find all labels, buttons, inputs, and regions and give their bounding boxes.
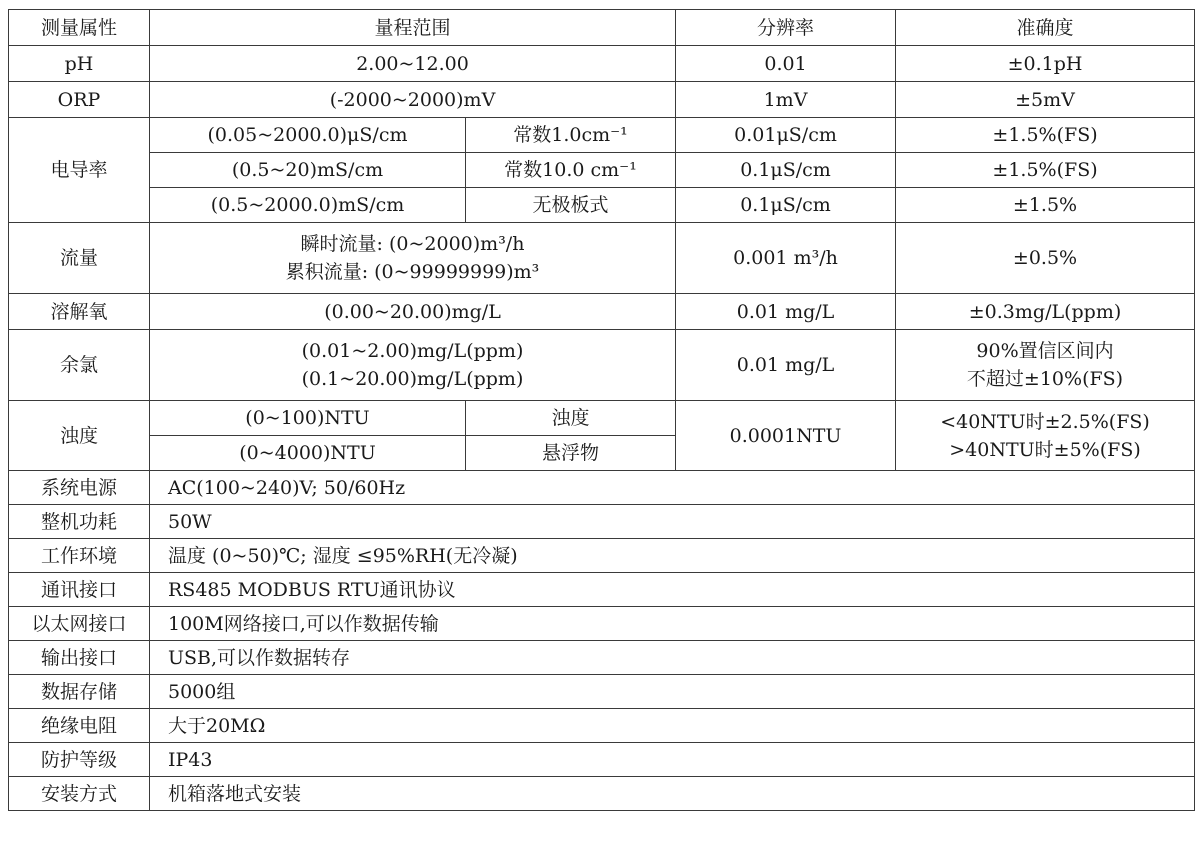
accuracy-cell: ±0.1pH <box>896 46 1195 82</box>
table-row-orp <box>9 82 1195 118</box>
spec-label: 通讯接口 <box>9 573 150 607</box>
spec-table-container <box>8 9 1195 811</box>
row-label: 流量 <box>9 223 150 294</box>
accuracy-cell <box>896 330 1195 401</box>
spec-label: 数据存储 <box>9 675 150 709</box>
range-line: (0.01~2.00)mg/L(ppm) <box>301 340 524 362</box>
resolution-cell: 0.01μS/cm <box>676 118 896 153</box>
table-row-conductivity-2 <box>9 153 1195 188</box>
row-label: 电导率 <box>9 118 150 223</box>
spec-label: 绝缘电阻 <box>9 709 150 743</box>
resolution-cell: 0.01 <box>676 46 896 82</box>
condition-cell: 常数1.0cm⁻¹ <box>466 118 676 153</box>
resolution-cell: 0.1μS/cm <box>676 153 896 188</box>
table-row-conductivity-1 <box>9 118 1195 153</box>
spec-value: 温度 (0~50)℃; 湿度 ≤95%RH(无冷凝) <box>150 539 1195 573</box>
range-cell: (-2000~2000)mV <box>150 82 676 118</box>
spec-row-environment <box>9 539 1195 573</box>
table-row-ph <box>9 46 1195 82</box>
accuracy-cell: ±1.5%(FS) <box>896 153 1195 188</box>
accuracy-cell <box>896 401 1195 471</box>
condition-cell: 浊度 <box>466 401 676 436</box>
spec-value: 100M网络接口,可以作数据传输 <box>150 607 1195 641</box>
spec-label: 安装方式 <box>9 777 150 811</box>
header-accuracy: 准确度 <box>896 10 1195 46</box>
spec-value: 5000组 <box>150 675 1195 709</box>
spec-row-ethernet <box>9 607 1195 641</box>
range-cell: (0.00~20.00)mg/L <box>150 294 676 330</box>
range-line: 累积流量: (0~99999999)m³ <box>285 261 540 283</box>
range-cell: (0.05~2000.0)μS/cm <box>150 118 466 153</box>
spec-value: IP43 <box>150 743 1195 777</box>
table-row-dissolved-oxygen <box>9 294 1195 330</box>
spec-row-output <box>9 641 1195 675</box>
accuracy-line: >40NTU时±5%(FS) <box>949 438 1141 461</box>
accuracy-cell: ±5mV <box>896 82 1195 118</box>
spec-table <box>8 9 1195 811</box>
row-label: 浊度 <box>9 401 150 471</box>
accuracy-cell: ±1.5%(FS) <box>896 118 1195 153</box>
range-cell: (0.5~2000.0)mS/cm <box>150 188 466 223</box>
row-label: ORP <box>9 82 150 118</box>
spec-label: 工作环境 <box>9 539 150 573</box>
spec-row-consumption <box>9 505 1195 539</box>
spec-value: USB,可以作数据转存 <box>150 641 1195 675</box>
range-line: 瞬时流量: (0~2000)m³/h <box>300 233 525 255</box>
spec-row-insulation <box>9 709 1195 743</box>
spec-row-protection <box>9 743 1195 777</box>
spec-label: 整机功耗 <box>9 505 150 539</box>
range-cell: (0~4000)NTU <box>150 436 466 471</box>
spec-value: 50W <box>150 505 1195 539</box>
condition-cell: 悬浮物 <box>466 436 676 471</box>
table-header-row <box>9 10 1195 46</box>
resolution-cell: 0.0001NTU <box>676 401 896 471</box>
resolution-cell: 0.01 mg/L <box>676 330 896 401</box>
row-label: pH <box>9 46 150 82</box>
row-label: 溶解氧 <box>9 294 150 330</box>
resolution-cell: 0.01 mg/L <box>676 294 896 330</box>
spec-value: AC(100~240)V; 50/60Hz <box>150 471 1195 505</box>
table-row-turbidity-1 <box>9 401 1195 436</box>
condition-cell: 常数10.0 cm⁻¹ <box>466 153 676 188</box>
spec-label: 以太网接口 <box>9 607 150 641</box>
spec-label: 防护等级 <box>9 743 150 777</box>
spec-row-power <box>9 471 1195 505</box>
spec-value: 大于20MΩ <box>150 709 1195 743</box>
range-cell <box>150 330 676 401</box>
accuracy-line: 不超过±10%(FS) <box>966 368 1124 390</box>
condition-cell: 无极板式 <box>466 188 676 223</box>
range-cell: (0.5~20)mS/cm <box>150 153 466 188</box>
accuracy-cell: ±1.5% <box>896 188 1195 223</box>
resolution-cell: 0.1μS/cm <box>676 188 896 223</box>
resolution-cell: 1mV <box>676 82 896 118</box>
spec-value: RS485 MODBUS RTU通讯协议 <box>150 573 1195 607</box>
spec-row-installation <box>9 777 1195 811</box>
accuracy-line: <40NTU时±2.5%(FS) <box>940 410 1150 433</box>
accuracy-cell: ±0.3mg/L(ppm) <box>896 294 1195 330</box>
spec-value: 机箱落地式安装 <box>150 777 1195 811</box>
resolution-cell: 0.001 m³/h <box>676 223 896 294</box>
row-label: 余氯 <box>9 330 150 401</box>
table-row-conductivity-3 <box>9 188 1195 223</box>
range-line: (0.1~20.00)mg/L(ppm) <box>301 368 524 390</box>
spec-row-comm-interface <box>9 573 1195 607</box>
accuracy-line: 90%置信区间内 <box>976 340 1114 362</box>
spec-row-storage <box>9 675 1195 709</box>
range-cell <box>150 223 676 294</box>
accuracy-cell: ±0.5% <box>896 223 1195 294</box>
header-resolution: 分辨率 <box>676 10 896 46</box>
table-row-residual-chlorine <box>9 330 1195 401</box>
header-attribute: 测量属性 <box>9 10 150 46</box>
range-cell: (0~100)NTU <box>150 401 466 436</box>
header-range: 量程范围 <box>150 10 676 46</box>
spec-label: 输出接口 <box>9 641 150 675</box>
table-row-flow <box>9 223 1195 294</box>
spec-label: 系统电源 <box>9 471 150 505</box>
range-cell: 2.00~12.00 <box>150 46 676 82</box>
